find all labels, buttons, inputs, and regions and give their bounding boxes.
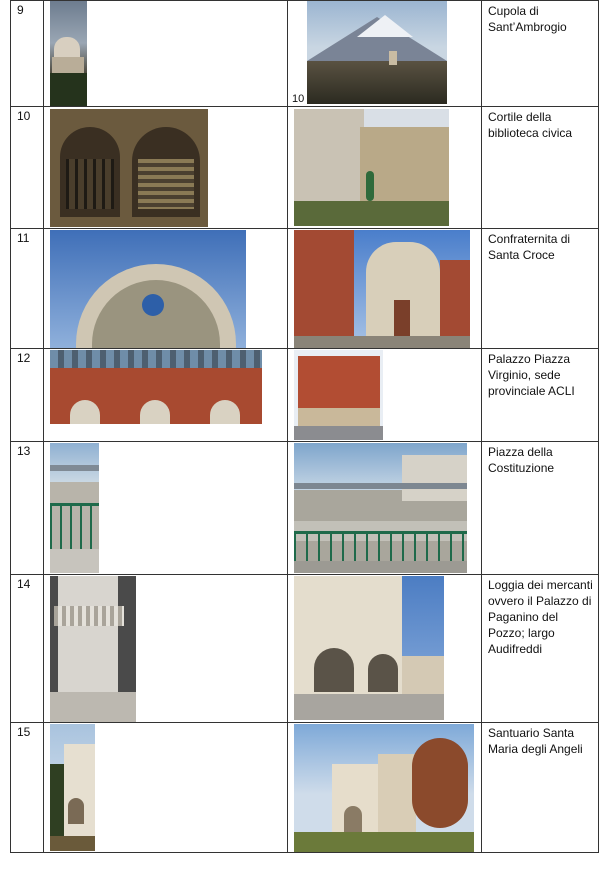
- place-description: Palazzo Piazza Virginio, sede provinciale ACLI: [482, 349, 599, 442]
- confraternity-church-photo: [294, 230, 470, 348]
- courtyard-photo: [294, 109, 449, 226]
- piazza-costituzione-photo: [294, 443, 467, 573]
- view-photo-cell: [288, 107, 482, 229]
- library-arches-photo: [50, 109, 208, 227]
- view-photo-cell: [288, 723, 482, 853]
- detail-photo-cell: [44, 229, 288, 349]
- loggia-mercanti-photo: [294, 576, 444, 720]
- view-photo-cell: [288, 349, 482, 442]
- place-description: Cupola di Sant’Ambrogio: [482, 1, 599, 107]
- row-number: 12: [11, 349, 44, 442]
- table-row: [11, 575, 599, 723]
- table-row: [11, 723, 599, 853]
- santuario-photo: [294, 724, 474, 852]
- view-photo-cell: [288, 229, 482, 349]
- table-row: [11, 1, 599, 107]
- table-row: [11, 107, 599, 229]
- places-table: [10, 0, 599, 853]
- row-number: 10: [11, 107, 44, 229]
- detail-photo-cell: [44, 349, 288, 442]
- detail-photo-cell: [44, 1, 288, 107]
- dome-detail-photo: [50, 1, 87, 106]
- figure-number: 10: [292, 93, 305, 105]
- place-description: Cortile della biblioteca civica: [482, 107, 599, 229]
- piazza-railing-detail-photo: [50, 443, 99, 573]
- row-number: 15: [11, 723, 44, 853]
- row-number: 11: [11, 229, 44, 349]
- row-number: 14: [11, 575, 44, 723]
- palazzo-virginio-photo: [294, 350, 383, 440]
- palazzo-windows-photo: [50, 350, 262, 424]
- detail-photo-cell: [44, 107, 288, 229]
- table-row: [11, 442, 599, 575]
- mountain-view-photo: [307, 1, 447, 104]
- view-photo-cell: [288, 575, 482, 723]
- place-description: Santuario Santa Maria degli Angeli: [482, 723, 599, 853]
- row-number: 13: [11, 442, 44, 575]
- table-row: [11, 349, 599, 442]
- column-capital-photo: [50, 576, 136, 722]
- place-description: Loggia dei mercanti ovvero il Palazzo di Paganino del Pozzo; largo Audifreddi: [482, 575, 599, 723]
- view-photo-cell: [288, 442, 482, 575]
- row-number: 9: [11, 1, 44, 107]
- sanctuary-detail-photo: [50, 724, 95, 851]
- church-facade-detail-photo: [50, 230, 246, 348]
- detail-photo-cell: [44, 442, 288, 575]
- detail-photo-cell: [44, 575, 288, 723]
- detail-photo-cell: [44, 723, 288, 853]
- place-description: Piazza della Costituzione: [482, 442, 599, 575]
- view-photo-cell: [288, 1, 482, 107]
- place-description: Confraternita di Santa Croce: [482, 229, 599, 349]
- table-row: [11, 229, 599, 349]
